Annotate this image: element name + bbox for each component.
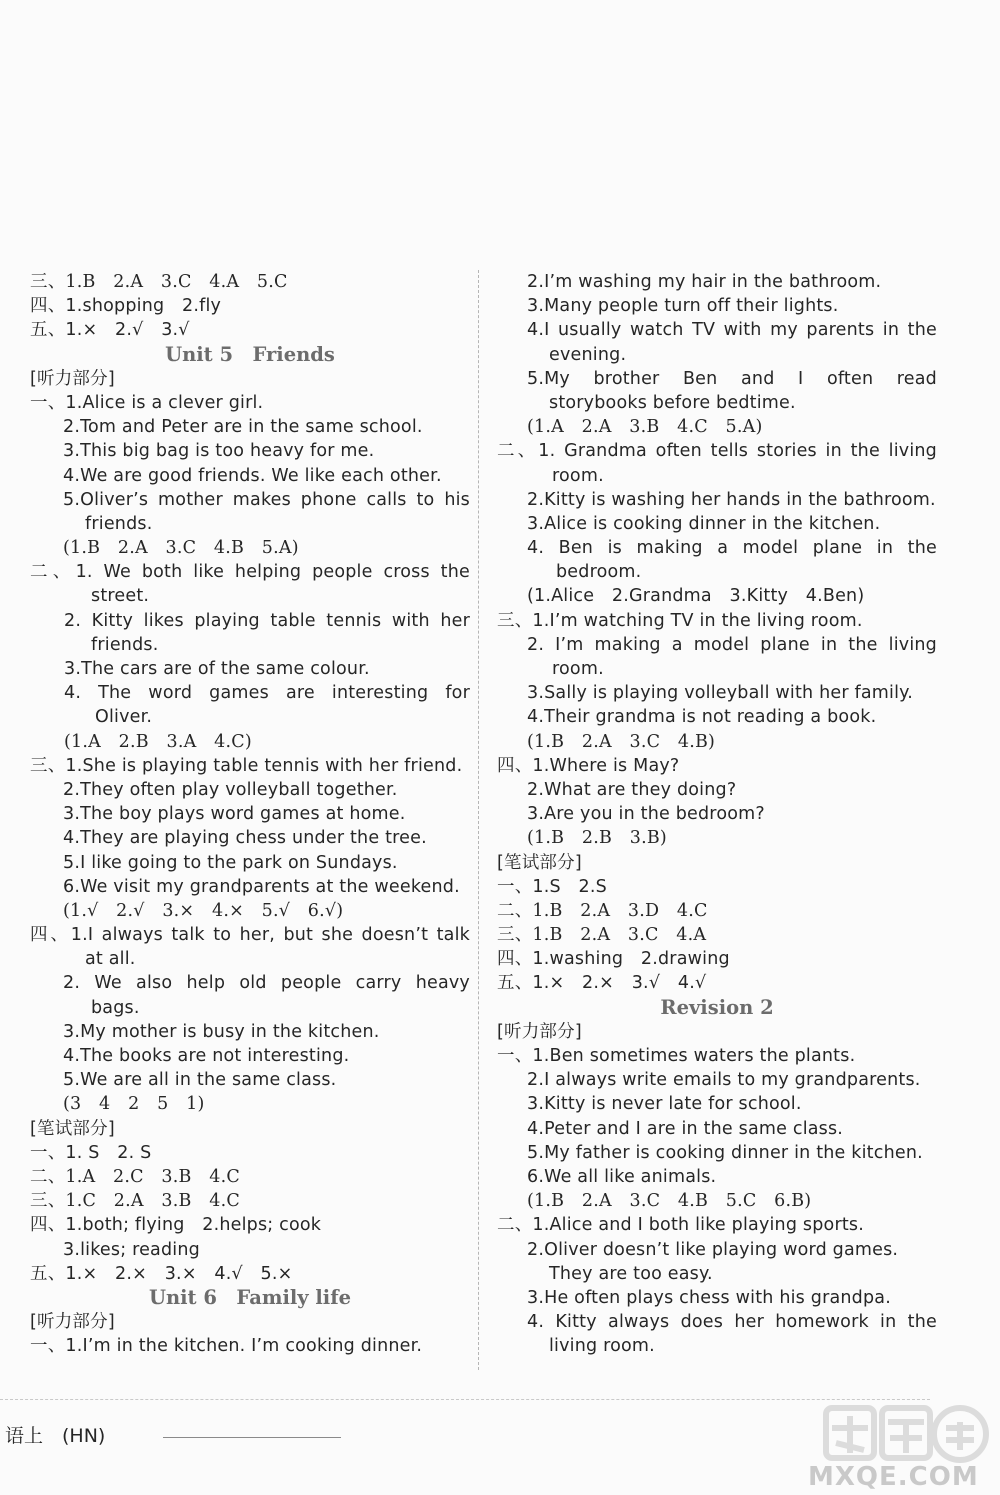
- left-answer-line: 二、1. We both like helping people cross the: [30, 562, 470, 583]
- right-answer-line: 2. I’m making a model plane in the living: [527, 634, 937, 655]
- right-answer-line: 2.I always write emails to my grandparents.: [527, 1070, 921, 1091]
- left-answer-line: bags.: [91, 997, 140, 1018]
- right-answer-line: 2.What are they doing?: [527, 779, 737, 800]
- right-answer-line: 3.Are you in the bedroom?: [527, 804, 765, 825]
- right-answer-line: 三、1.B 2.A 3.C 4.A: [497, 925, 707, 946]
- right-answer-line: 3.Kitty is never late for school.: [527, 1094, 802, 1115]
- right-answer-line: 二、1.B 2.A 3.D 4.C: [497, 900, 708, 921]
- right-answer-line: 一、1.S 2.S: [497, 876, 607, 897]
- left-answer-line: 一、1.I’m in the kitchen. I’m cooking dinner.: [30, 1336, 423, 1357]
- left-answer-line: 2. We also help old people carry heavy: [63, 973, 470, 994]
- right-answer-line: 4.Their grandma is not reading a book.: [527, 707, 877, 728]
- left-answer-line: 3.This big bag is too heavy for me.: [63, 441, 375, 462]
- right-answer-line: [笔试部分]: [497, 852, 582, 873]
- right-answer-line: 一、1.Ben sometimes waters the plants.: [497, 1046, 856, 1066]
- left-answer-line: 5.We are all in the same class.: [63, 1070, 337, 1091]
- left-column: [30, 270, 470, 1358]
- right-answer-line: 3.Many people turn off their lights.: [527, 296, 839, 317]
- right-answer-line: 3.Sally is playing volleyball with her family.: [527, 683, 914, 704]
- right-answer-line: 5.My father is cooking dinner in the kitchen.: [527, 1142, 923, 1163]
- right-answer-line: (1.A 2.A 3.B 4.C 5.A): [527, 417, 763, 438]
- left-answer-line: 一、1.Alice is a clever girl.: [30, 392, 264, 413]
- left-answer-line: 2.They often play volleyball together.: [63, 779, 398, 800]
- left-answer-line: 4.They are playing chess under the tree.: [63, 828, 427, 849]
- footer-rule: [0, 1399, 930, 1400]
- right-answer-line: 4. Kitty always does her homework in the: [527, 1312, 937, 1333]
- left-answer-line: 三、1.She is playing table tennis with her friend.: [30, 755, 463, 776]
- left-answer-line: 2. Kitty likes playing table tennis with her: [64, 610, 470, 631]
- right-answer-line: living room.: [549, 1336, 655, 1357]
- right-answer-line: 2.Kitty is washing her hands in the bathroom.: [527, 489, 936, 510]
- left-answer-line: friends.: [91, 634, 159, 655]
- right-section-title: Revision 2: [660, 995, 774, 1019]
- left-section-title: Unit 6 Family life: [148, 1285, 352, 1309]
- left-answer-line: (1.B 2.A 3.C 4.B 5.A): [63, 538, 299, 559]
- left-answer-line: (1.A 2.B 3.A 4.C): [64, 731, 252, 752]
- right-answer-line: [听力部分]: [497, 1021, 582, 1042]
- right-answer-line: 4.I usually watch TV with my parents in the: [527, 320, 937, 341]
- column-divider: [478, 270, 479, 1370]
- left-answer-line: Oliver.: [95, 707, 153, 728]
- left-section-title: Unit 5 Friends: [165, 342, 335, 366]
- watermark-text: MXQE.COM: [808, 1462, 979, 1492]
- left-answer-line: 4.We are good friends. We like each other.: [63, 465, 442, 486]
- right-answer-line: 3.He often plays chess with his grandpa.: [527, 1287, 891, 1308]
- left-answer-line: 三、1.C 2.A 3.B 4.C: [30, 1191, 240, 1212]
- right-answer-line: bedroom.: [556, 562, 642, 583]
- right-answer-line: 四、1.washing 2.drawing: [497, 949, 730, 970]
- right-answer-line: (1.B 2.A 3.C 4.B): [527, 731, 716, 752]
- left-answer-line: (1.√ 2.√ 3.× 4.× 5.√ 6.√): [63, 900, 344, 921]
- left-answer-line: 4. The word games are interesting for: [64, 683, 470, 704]
- left-answer-line: 5.I like going to the park on Sundays.: [63, 852, 398, 873]
- right-answer-line: (1.Alice 2.Grandma 3.Kitty 4.Ben): [527, 586, 865, 607]
- right-answer-line: 4. Ben is making a model plane in the: [527, 538, 937, 559]
- right-answer-line: 四、1.Where is May?: [497, 755, 680, 776]
- right-column: [497, 270, 937, 1358]
- right-answer-line: room.: [552, 659, 604, 679]
- left-answer-line: [笔试部分]: [30, 1118, 115, 1139]
- left-answer-line: 3.likes; reading: [63, 1239, 200, 1260]
- left-answer-line: 二、1.A 2.C 3.B 4.C: [30, 1166, 240, 1187]
- left-answer-line: 2.Tom and Peter are in the same school.: [63, 417, 423, 438]
- left-answer-line: 五、1.× 2.√ 3.√: [30, 320, 190, 341]
- right-answer-line: 五、1.× 2.× 3.√ 4.√: [497, 973, 707, 994]
- right-answer-line: (1.B 2.A 3.C 4.B 5.C 6.B): [527, 1191, 812, 1212]
- footer-underline: [163, 1437, 341, 1438]
- left-answer-line: 三、1.B 2.A 3.C 4.A 5.C: [30, 272, 288, 292]
- left-answer-line: 3.The cars are of the same colour.: [64, 659, 370, 679]
- right-answer-line: 二、1. Grandma often tells stories in the living: [497, 441, 937, 462]
- left-answer-line: 一、1. S 2. S: [30, 1142, 152, 1163]
- right-answer-line: 二、1.Alice and I both like playing sports.: [497, 1215, 864, 1236]
- left-answer-line: at all.: [85, 949, 136, 970]
- right-answer-line: 三、1.I’m watching TV in the living room.: [497, 610, 863, 631]
- left-answer-line: 四、1.both; flying 2.helps; cook: [30, 1215, 322, 1236]
- right-answer-line: storybooks before bedtime.: [549, 392, 796, 413]
- left-answer-line: 五、1.× 2.× 3.× 4.√ 5.×: [30, 1263, 293, 1284]
- left-answer-line: 3.My mother is busy in the kitchen.: [63, 1021, 380, 1042]
- right-answer-line: They are too easy.: [549, 1263, 713, 1284]
- right-answer-line: 4.Peter and I are in the same class.: [527, 1118, 844, 1139]
- footer-label: 语上 (HN): [5, 1425, 106, 1447]
- right-answer-line: 2.I’m washing my hair in the bathroom.: [527, 272, 882, 292]
- left-answer-line: street.: [91, 586, 150, 607]
- left-answer-line: 四、1.I always talk to her, but she doesn’t talk: [30, 925, 470, 946]
- left-answer-line: 5.Oliver’s mother makes phone calls to his: [63, 489, 470, 510]
- right-answer-line: 6.We all like animals.: [527, 1166, 717, 1187]
- right-answer-line: 2.Oliver doesn’t like playing word games.: [527, 1239, 899, 1260]
- left-answer-line: 3.The boy plays word games at home.: [63, 804, 406, 825]
- left-answer-line: [听力部分]: [30, 368, 115, 389]
- right-answer-line: (1.B 2.B 3.B): [527, 828, 667, 849]
- right-answer-line: room.: [552, 465, 604, 486]
- right-answer-line: 5.My brother Ben and I often read: [527, 368, 937, 389]
- right-answer-line: evening.: [549, 344, 627, 365]
- left-answer-line: [听力部分]: [30, 1312, 115, 1333]
- right-answer-line: 3.Alice is cooking dinner in the kitchen.: [527, 513, 881, 534]
- left-answer-line: 四、1.shopping 2.fly: [30, 296, 222, 317]
- left-answer-line: (3 4 2 5 1): [63, 1094, 205, 1115]
- left-answer-line: friends.: [85, 513, 153, 534]
- left-answer-line: 6.We visit my grandparents at the weekend.: [63, 876, 460, 897]
- left-answer-line: 4.The books are not interesting.: [63, 1046, 350, 1066]
